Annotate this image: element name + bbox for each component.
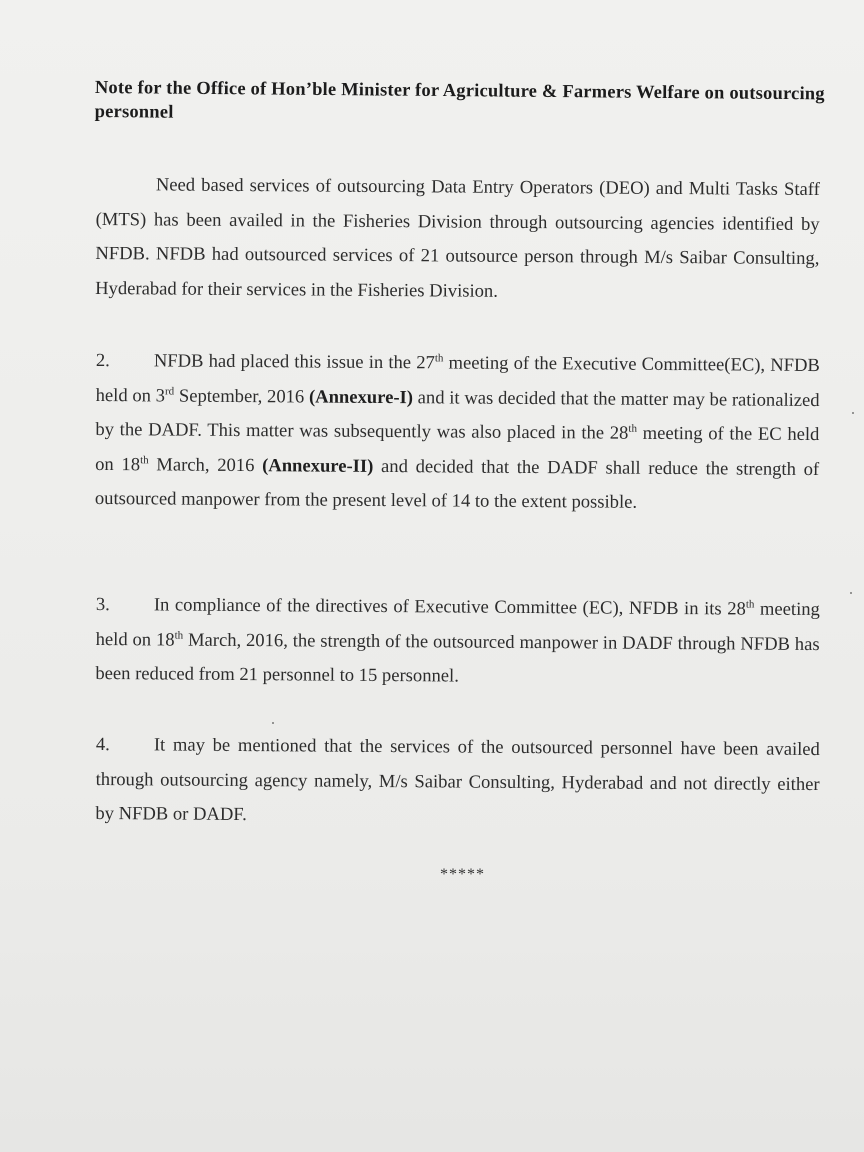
superscript: rd [165, 384, 175, 398]
paragraph-3-text-3: March, 2016, the strength of the outsourced manpower in DADF through NFDB has been reduced from 21 personnel to 15 personnel. [95, 629, 820, 687]
paragraph-4 [95, 728, 820, 837]
superscript: th [174, 629, 184, 642]
paragraph-4-text: It may be mentioned that the services of the outsourced personnel have been availed through outsourcing agency namely, M/s Saibar Consulting, Hyderabad and not directly either by NFDB or DADF. [95, 734, 820, 826]
note-title: Note for the Office of Hon’ble Minister for Agriculture & Farmers Welfare on outsourcing personnel [94, 77, 825, 123]
paragraph-3-text-2: meeting held on 18 [95, 598, 820, 651]
paragraph-2-text-3: September, 2016 [174, 385, 310, 407]
paragraph-2-text-6: March, 2016 [148, 453, 263, 476]
paragraph-1-text: Need based services of outsourcing Data Entry Operators (DEO) and Multi Tasks Staff (MTS) has been availed in the Fisheries Division through outsourcing agencies identified by NFDB. NFDB had outsourced services of 21 outsource person through M/s Saibar Consulting, Hyderabad for their services in the Fisheries Division. [95, 174, 820, 302]
paragraph-2-number: 2. [95, 349, 110, 372]
paragraph-3-number: 3. [95, 593, 110, 616]
superscript: th [140, 453, 149, 466]
paragraph-2-text-5: meeting of the EC held on 18 [95, 422, 820, 475]
end-of-note-marker: ***** [440, 866, 485, 883]
superscript: th [745, 598, 755, 611]
paragraph-2-text-1: NFDB had placed this issue in the 27 [153, 350, 435, 374]
paragraph-1 [95, 168, 820, 311]
paragraph-4-number: 4. [95, 733, 110, 756]
scan-speck [850, 592, 852, 594]
annexure-1-reference: (Annexure-I) [308, 385, 414, 408]
paragraph-2 [95, 344, 820, 522]
scan-speck [272, 722, 274, 724]
paragraph-2-text-7: and decided that the DADF shall reduce the strength of outsourced manpower from the present level of 14 to the extent possible. [94, 455, 820, 513]
superscript: th [434, 352, 444, 365]
paragraph-3-text-1: In compliance of the directives of Executive Committee (EC), NFDB in its 28 [153, 594, 746, 620]
annexure-2-reference: (Annexure-II) [262, 454, 374, 477]
paragraph-2-text-2: meeting of the Executive Committee(EC), NFDB held on 3 [95, 352, 820, 406]
superscript: th [628, 422, 638, 435]
paragraph-3 [95, 588, 820, 697]
paragraph-2-text-4: and it was decided that the matter may be rationalized by the DADF. This matter was subsequently was also placed in the 28 [95, 386, 820, 444]
scan-speck [852, 412, 854, 414]
